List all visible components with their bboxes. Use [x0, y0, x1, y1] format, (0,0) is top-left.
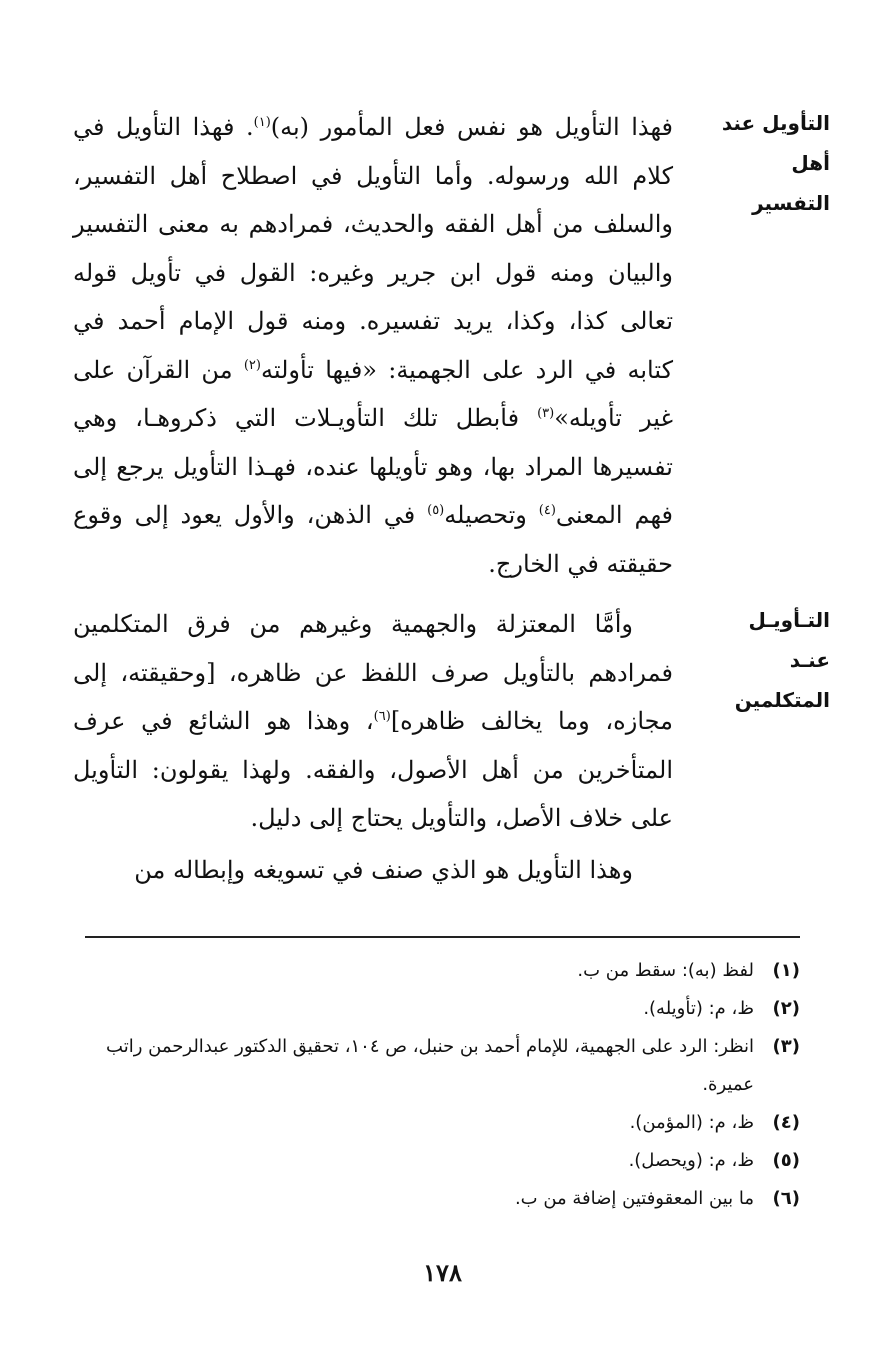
footnote-item — [60, 1104, 800, 1142]
footnote-item — [60, 1180, 800, 1218]
text-run: في الذهن، والأول يعود إلى وقوع حقيقته في الخارج. — [73, 501, 673, 578]
footnote-ref-2: (٢) — [243, 357, 261, 373]
footnote-ref-5: (٥) — [427, 503, 445, 518]
footnote-number: (٤) — [772, 1112, 800, 1133]
footnote-item — [60, 990, 800, 1028]
page-number: ١٧٨ — [423, 1258, 462, 1287]
footnote-text: انظر: الرد على الجهمية، للإمام أحمد بن حنبل، ص ١٠٤، تحقيق الدكتور عبدالرحمن راتب عميرة. — [106, 1036, 754, 1095]
footnote-ref-4: (٤) — [538, 503, 556, 518]
footnote-item — [60, 1142, 800, 1180]
footnote-number: (٦) — [772, 1188, 800, 1209]
paragraph-continuation — [73, 846, 673, 895]
side-note-line: التفسير — [752, 191, 830, 215]
text-run: ، وهذا هو الشائع في عرف المتأخرين من أهل الأصول، والفقه. ولهذا يقولون: التأويل على خلاف الأصل، والتأويل يحتاج إلى دليل. — [73, 707, 673, 832]
paragraph-tafsir — [73, 103, 673, 588]
text-run: وهذا التأويل هو الذي صنف في تسويغه وإبطاله من — [134, 856, 633, 884]
text-run: فهذا التأويل هو نفس فعل المأمور (به) — [270, 113, 673, 141]
footnote-ref-3: (٣) — [537, 406, 555, 421]
footnote-text: ظ، م: (المؤمن). — [629, 1112, 754, 1133]
paragraph-mutakallimin — [73, 600, 673, 843]
text-run: من القرآن على غير تأويله» — [73, 355, 674, 432]
footnote-text: ظ، م: (تأويله). — [643, 998, 754, 1019]
side-note-tafsir — [710, 103, 830, 223]
footnotes-list — [60, 952, 800, 1218]
footnote-item — [60, 952, 800, 990]
footnote-separator — [85, 936, 800, 938]
footnote-item — [60, 1028, 800, 1104]
side-note-line: المتكلمين — [734, 688, 830, 712]
text-run: . فهذا التأويل في كلام الله ورسوله. وأما التأويل في اصطلاح أهل التفسير، والسلف من أهل الفقه والحديث، فمرادهم به معنى التفسير والبيان ومنه قول ابن جرير وغيره: القول في تأويل قوله تعالى كذا، وكذا، يريد تفسيره. ومنه قول الإمام أحمد في كتابه في الرد على الجهمية: «فيها تأولته — [73, 113, 674, 384]
footnote-number: (٥) — [772, 1150, 800, 1171]
footnote-number: (١) — [772, 960, 800, 981]
footnote-text: لفظ (به): سقط من ب. — [577, 960, 754, 981]
footnote-text: ما بين المعقوفتين إضافة من ب. — [514, 1188, 754, 1209]
side-note-line: التأويل عند أهل — [721, 111, 830, 175]
footnote-number: (٢) — [772, 998, 800, 1019]
text-run: فأبطل تلك التأويـلات التي ذكروهـا، وهي تفسيرها المراد بها، وهو تأويلها عنده، فهـذا التأويل يرجع إلى فهم المعنى — [73, 404, 673, 529]
footnote-ref-1: (١) — [253, 115, 271, 130]
side-note-mutakallimin — [710, 600, 830, 720]
text-run: وأمَّا المعتزلة والجهمية وغيرهم من فرق المتكلمين فمرادهم بالتأويل صرف اللفظ عن ظاهره، [وحقيقته، إلى مجازه، وما يخالف ظاهره] — [73, 610, 673, 735]
footnote-ref-6: (٦) — [373, 709, 391, 724]
text-run: وتحصيله — [444, 501, 539, 529]
footnote-text: ظ، م: (ويحصل). — [628, 1150, 754, 1171]
footnote-number: (٣) — [772, 1036, 800, 1057]
side-note-line: التـأويـل عنـد — [748, 608, 830, 672]
